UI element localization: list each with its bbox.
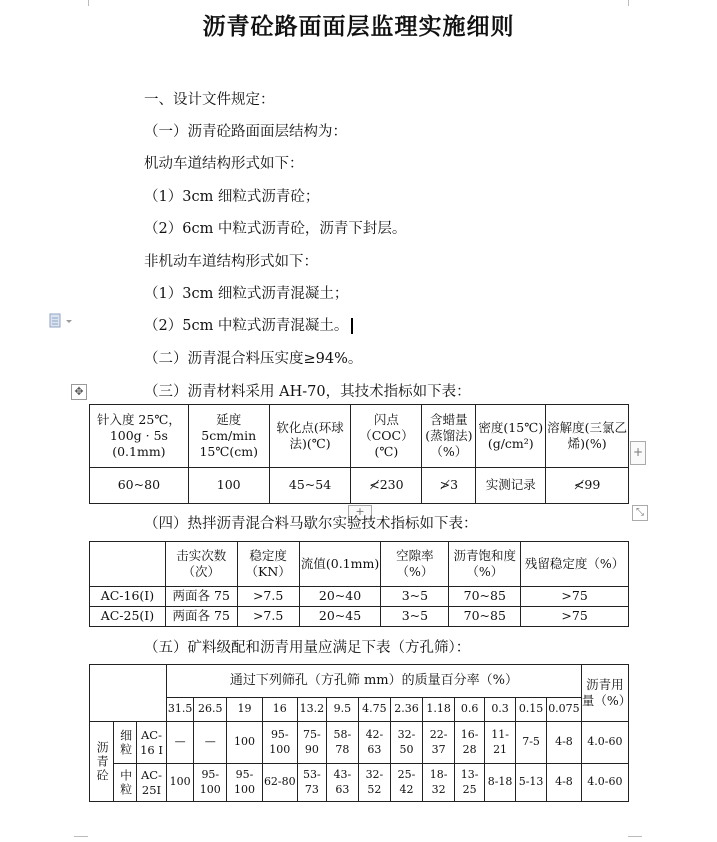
gradation-cell: 8-18 xyxy=(485,764,516,802)
resize-icon[interactable]: ⤡ xyxy=(632,505,648,521)
add-column-icon[interactable]: + xyxy=(630,441,646,465)
header-ductility: 延度 5cm/min 15℃(cm) xyxy=(188,405,269,468)
table-row xyxy=(90,764,629,802)
gradation-cell: 43-63 xyxy=(326,764,358,802)
document-title: 沥青砼路面面层监理实施细则 xyxy=(202,13,515,40)
gradation-cell: 58-78 xyxy=(326,722,358,764)
sieve-size: 0.6 xyxy=(455,698,485,722)
gradation-cell: 100 xyxy=(166,764,193,802)
gradation-cell: 7-5 xyxy=(516,722,547,764)
gradation-cell: 42-63 xyxy=(358,722,390,764)
gradation-cell: — xyxy=(194,722,227,764)
gradation-cell: 62-80 xyxy=(262,764,297,802)
gradation-corner-blank xyxy=(90,665,167,722)
gradation-group-label: 沥青砼 xyxy=(90,722,114,802)
document-icon[interactable] xyxy=(48,313,78,329)
value-ductility: 100 xyxy=(188,468,269,504)
marshall-header-flow: 流值(0.1mm) xyxy=(299,542,381,587)
nonmotor-lane-item-2[interactable] xyxy=(144,314,353,335)
sieve-size: 19 xyxy=(227,698,262,722)
subsection-asphalt-material: （三）沥青材料采用 AH-70，其技术指标如下表： xyxy=(144,384,471,400)
sieve-size: 9.5 xyxy=(326,698,358,722)
margin-corner-top-right xyxy=(628,0,629,6)
nonmotor-lane-item-1: （1）3cm 细粒式沥青混凝土； xyxy=(144,286,349,302)
marshall-header-voids: 空隙率（%） xyxy=(381,542,449,587)
gradation-kind: 细粒 xyxy=(113,722,137,764)
table-row xyxy=(90,587,629,607)
gradation-cell: 22-37 xyxy=(423,722,455,764)
marshall-header-saturation: 沥青饱和度（%） xyxy=(449,542,521,587)
marshall-cell: 两面各 75 xyxy=(165,607,237,627)
gradation-cell: 75-90 xyxy=(297,722,326,764)
gradation-cell: 32-52 xyxy=(358,764,390,802)
gradation-cell: 25-42 xyxy=(390,764,422,802)
marshall-cell: >75 xyxy=(521,607,629,627)
nonmotor-lane-heading: 非机动车道结构形式如下： xyxy=(144,254,318,270)
subsection-marshall: （四）热拌沥青混合料马歇尔实验技术指标如下表： xyxy=(144,516,478,532)
gradation-cell: 32-50 xyxy=(390,722,422,764)
table-row xyxy=(90,607,629,627)
table-row xyxy=(90,722,629,764)
sieve-size: 26.5 xyxy=(194,698,227,722)
gradation-cell: 53-73 xyxy=(297,764,326,802)
add-row-icon[interactable]: + xyxy=(348,505,372,520)
marshall-cell: 20~45 xyxy=(299,607,381,627)
motor-lane-item-1: （1）3cm 细粒式沥青砼； xyxy=(144,189,320,205)
sieve-size: 16 xyxy=(262,698,297,722)
marshall-cell: 3~5 xyxy=(381,587,449,607)
subsection-gradation: （五）矿料级配和沥青用量应满足下表（方孔筛）： xyxy=(144,640,471,656)
sieve-size: 0.15 xyxy=(516,698,547,722)
margin-corner-top-left xyxy=(88,0,89,6)
gradation-table xyxy=(89,664,632,802)
value-solubility: ≮99 xyxy=(546,468,629,504)
margin-corner-bottom-right xyxy=(628,836,642,837)
gradation-cell: 4-8 xyxy=(547,764,582,802)
marshall-test-table xyxy=(89,541,629,627)
gradation-asphalt: 4.0-60 xyxy=(581,764,628,802)
sieve-size: 4.75 xyxy=(358,698,390,722)
gradation-cell: 95-100 xyxy=(227,764,262,802)
header-penetration: 针入度 25℃，100g · 5s (0.1mm) xyxy=(90,405,189,468)
sieve-size: 0.3 xyxy=(485,698,516,722)
marshall-cell: >7.5 xyxy=(237,587,299,607)
sieve-size: 13.2 xyxy=(297,698,326,722)
gradation-cell: 18-32 xyxy=(423,764,455,802)
sieve-size: 1.18 xyxy=(423,698,455,722)
sieve-size: 31.5 xyxy=(166,698,193,722)
marshall-header-blank xyxy=(90,542,166,587)
value-density: 实测记录 xyxy=(476,468,546,504)
text-cursor xyxy=(351,318,353,334)
gradation-kind: 中粒 xyxy=(113,764,137,802)
gradation-cell: 13-25 xyxy=(455,764,485,802)
motor-lane-heading: 机动车道结构形式如下： xyxy=(144,156,304,172)
gradation-type: AC-16 I xyxy=(137,722,167,764)
marshall-header-blows: 击实次数（次） xyxy=(165,542,237,587)
gradation-cell: 100 xyxy=(227,722,262,764)
marshall-header-stability: 稳定度（KN） xyxy=(237,542,299,587)
gradation-cell: 11-21 xyxy=(485,722,516,764)
gradation-header-main: 通过下列筛孔（方孔筛 mm）的质量百分率（%） xyxy=(166,665,581,698)
marshall-cell: >7.5 xyxy=(237,607,299,627)
marshall-cell: 70~85 xyxy=(449,587,521,607)
subsection-structure: （一）沥青砼路面面层结构为： xyxy=(144,124,347,140)
move-handle-icon[interactable]: ✥ xyxy=(71,384,87,400)
gradation-asphalt: 4.0-60 xyxy=(581,722,628,764)
nonmotor-lane-item-2-text: （2）5cm 中粒式沥青混凝土。 xyxy=(144,318,349,334)
gradation-cell: 95-100 xyxy=(194,764,227,802)
gradation-type: AC-25I xyxy=(137,764,167,802)
marshall-cell: 20~40 xyxy=(299,587,381,607)
gradation-cell: 95-100 xyxy=(262,722,297,764)
gradation-cell: 5-13 xyxy=(516,764,547,802)
margin-corner-bottom-left xyxy=(74,836,88,837)
value-penetration: 60~80 xyxy=(90,468,189,504)
value-softening-point: 45~54 xyxy=(269,468,351,504)
marshall-cell: 70~85 xyxy=(449,607,521,627)
marshall-cell: 两面各 75 xyxy=(165,587,237,607)
marshall-cell: 3~5 xyxy=(381,607,449,627)
header-flash-point: 闪点（COC）(℃) xyxy=(351,405,422,468)
gradation-cell: — xyxy=(166,722,193,764)
marshall-cell: AC-25(Ⅰ) xyxy=(90,607,166,627)
motor-lane-item-2: （2）6cm 中粒式沥青砼，沥青下封层。 xyxy=(144,221,407,237)
header-softening-point: 软化点(环球法)(℃) xyxy=(269,405,351,468)
value-flash-point: ≮230 xyxy=(351,468,422,504)
gradation-header-asphalt: 沥青用量（%） xyxy=(581,665,628,722)
header-density: 密度(15℃)(g/cm²) xyxy=(476,405,546,468)
marshall-cell: >75 xyxy=(521,587,629,607)
sieve-size: 2.36 xyxy=(390,698,422,722)
asphalt-spec-table xyxy=(89,404,629,504)
gradation-cell: 16-28 xyxy=(455,722,485,764)
section-design-docs: 一、设计文件规定： xyxy=(144,92,275,108)
value-wax-content: ≯3 xyxy=(422,468,476,504)
gradation-cell: 4-8 xyxy=(547,722,582,764)
header-solubility: 溶解度(三氯乙烯)(%) xyxy=(546,405,629,468)
subsection-compaction: （二）沥青混合料压实度≥94%。 xyxy=(144,351,363,367)
sieve-size: 0.075 xyxy=(547,698,582,722)
header-wax-content: 含蜡量(蒸馏法)（%） xyxy=(422,405,476,468)
marshall-header-residual: 残留稳定度（%） xyxy=(521,542,629,587)
marshall-cell: AC-16(Ⅰ) xyxy=(90,587,166,607)
